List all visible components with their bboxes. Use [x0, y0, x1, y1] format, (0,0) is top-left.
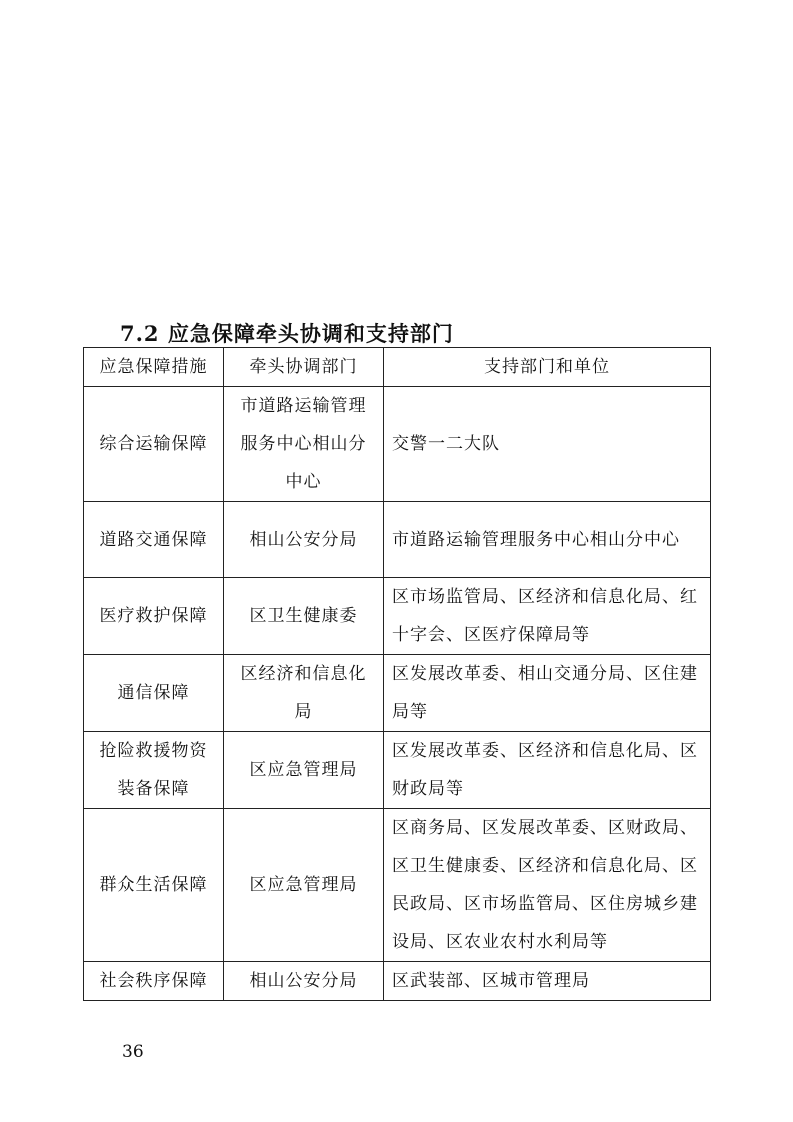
header-measure: 应急保障措施: [84, 348, 224, 387]
measure-cell: 群众生活保障: [84, 809, 224, 962]
measure-cell: 综合运输保障: [84, 387, 224, 502]
table-row: [84, 962, 711, 1001]
measure-cell: 医疗救护保障: [84, 578, 224, 655]
support-cell: 区发展改革委、相山交通分局、区住建局等: [384, 655, 711, 732]
support-cell: 区商务局、区发展改革委、区财政局、区卫生健康委、区经济和信息化局、区民政局、区市场监管局、区住房城乡建设局、区农业农村水利局等: [384, 809, 711, 962]
lead-cell: 相山公安分局: [224, 502, 384, 578]
table-row: [84, 732, 711, 809]
support-cell: 市道路运输管理服务中心相山分中心: [384, 502, 711, 578]
support-cell: 区发展改革委、区经济和信息化局、区财政局等: [384, 732, 711, 809]
measure-cell: 社会秩序保障: [84, 962, 224, 1001]
support-cell: 交警一二大队: [384, 387, 711, 502]
support-cell: 区市场监管局、区经济和信息化局、红十字会、区医疗保障局等: [384, 578, 711, 655]
header-lead-department: 牵头协调部门: [224, 348, 384, 387]
lead-cell: 市道路运输管理服务中心相山分中心: [224, 387, 384, 502]
measure-cell: 抢险救援物资装备保障: [84, 732, 224, 809]
lead-cell: 区应急管理局: [224, 809, 384, 962]
table-row: [84, 578, 711, 655]
measure-cell: 通信保障: [84, 655, 224, 732]
support-cell: 区武装部、区城市管理局: [384, 962, 711, 1001]
header-support-departments: 支持部门和单位: [384, 348, 711, 387]
lead-cell: 区应急管理局: [224, 732, 384, 809]
table-header-row: [84, 348, 711, 387]
page-number: 36: [122, 1042, 144, 1062]
measure-cell: 道路交通保障: [84, 502, 224, 578]
table-row: [84, 387, 711, 502]
lead-cell: 区经济和信息化局: [224, 655, 384, 732]
lead-cell: 相山公安分局: [224, 962, 384, 1001]
table-row: [84, 809, 711, 962]
section-title: 7.2 应急保障牵头协调和支持部门: [120, 321, 454, 346]
table-row: [84, 502, 711, 578]
lead-cell: 区卫生健康委: [224, 578, 384, 655]
table-row: [84, 655, 711, 732]
emergency-guarantee-table: [83, 347, 711, 1001]
